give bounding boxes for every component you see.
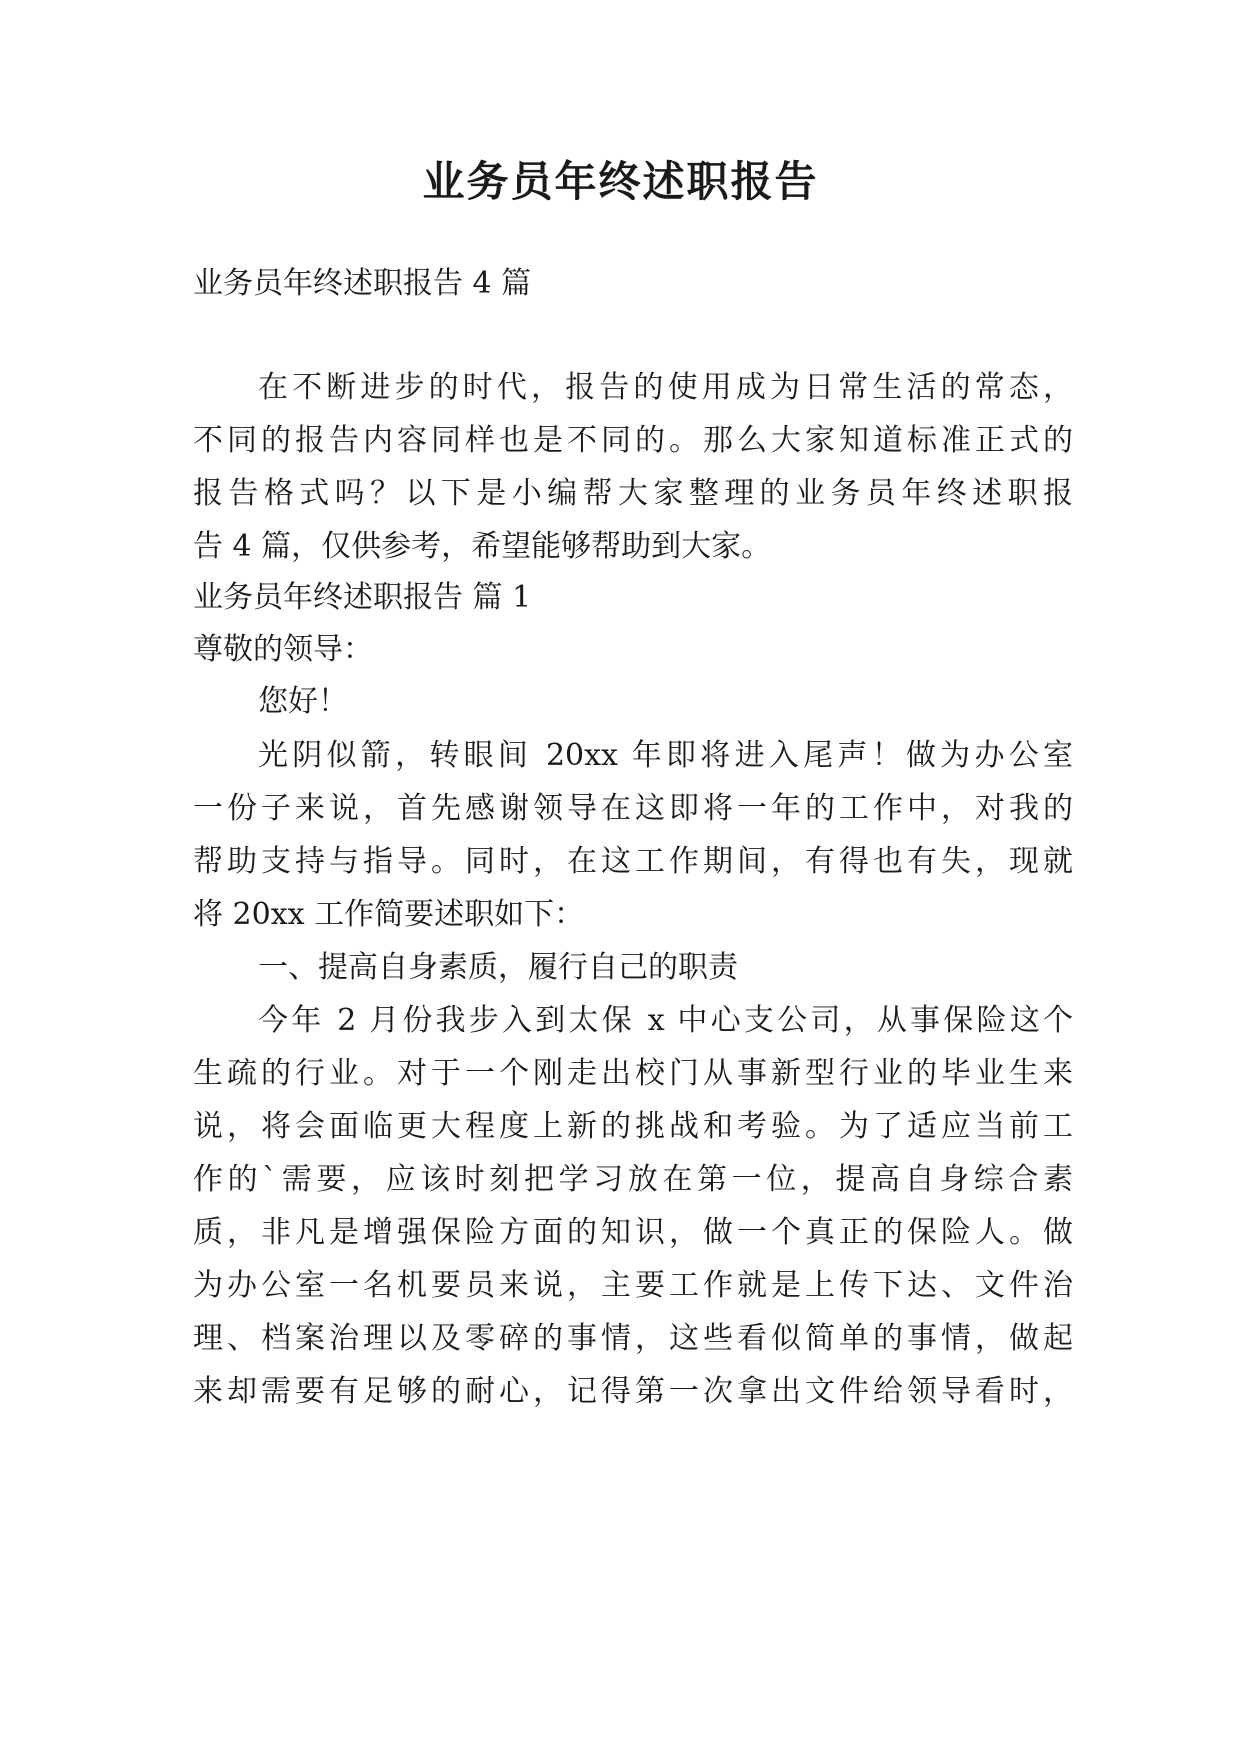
paragraph-line: 理、档案治理以及零碎的事情，这些看似简单的事情，做起 — [193, 1321, 1073, 1356]
paragraph-line: 来却需要有足够的耐心，记得第一次拿出文件给领导看时， — [193, 1374, 1073, 1409]
paragraph-line: 今年 2 月份我步入到太保 x 中心支公司，从事保险这个 — [258, 1003, 1073, 1038]
paragraph-line: 在不断进步的时代，报告的使用成为日常生活的常态， — [258, 370, 1073, 405]
paragraph-line: 告 4 篇，仅供参考，希望能够帮助到大家。 — [193, 529, 772, 564]
paragraph-line: 不同的报告内容同样也是不同的。那么大家知道标准正式的 — [193, 423, 1073, 458]
document-subtitle: 业务员年终述职报告 4 篇 — [193, 266, 532, 301]
salutation: 尊敬的领导： — [193, 632, 373, 667]
greeting: 您好！ — [258, 684, 348, 719]
paragraph-line: 作的`需要，应该时刻把学习放在第一位，提高自身综合素 — [193, 1162, 1073, 1197]
subsection-heading: 一、提高自身素质，履行自己的职责 — [258, 950, 738, 985]
paragraph-line: 说，将会面临更大程度上新的挑战和考验。为了适应当前工 — [193, 1109, 1073, 1144]
document-title: 业务员年终述职报告 — [422, 157, 819, 206]
section-heading: 业务员年终述职报告 篇 1 — [193, 580, 532, 615]
paragraph-line: 为办公室一名机要员来说，主要工作就是上传下达、文件治 — [193, 1268, 1073, 1303]
paragraph-line: 将 20xx 工作简要述职如下： — [193, 897, 585, 932]
paragraph-line: 报告格式吗？以下是小编帮大家整理的业务员年终述职报 — [193, 476, 1073, 511]
paragraph-line: 光阴似箭，转眼间 20xx 年即将进入尾声！做为办公室 — [258, 738, 1073, 773]
paragraph-line: 帮助支持与指导。同时，在这工作期间，有得也有失，现就 — [193, 844, 1073, 879]
paragraph-line: 一份子来说，首先感谢领导在这即将一年的工作中，对我的 — [193, 791, 1073, 826]
paragraph-line: 生疏的行业。对于一个刚走出校门从事新型行业的毕业生来 — [193, 1056, 1073, 1091]
paragraph-line: 质，非凡是增强保险方面的知识，做一个真正的保险人。做 — [193, 1215, 1073, 1250]
